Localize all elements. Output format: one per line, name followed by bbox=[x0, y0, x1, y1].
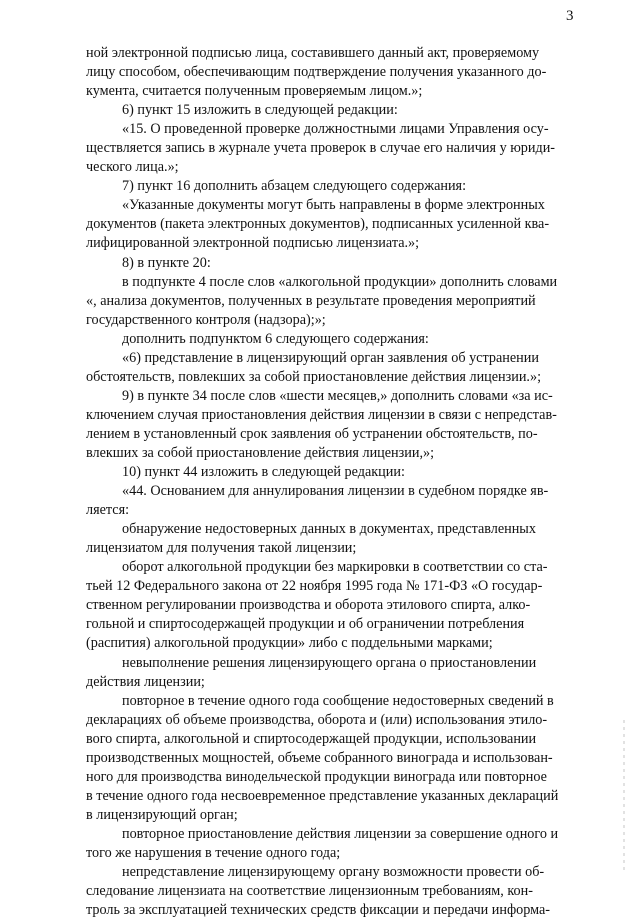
paragraph-line: влекших за собой приостановление действия лицензии,»; bbox=[86, 444, 435, 461]
paragraph bbox=[86, 387, 582, 463]
paragraph-line: ческого лица.»; bbox=[86, 159, 179, 176]
paragraph: 10) пункт 44 изложить в следующей редакции: bbox=[122, 464, 405, 481]
paragraph bbox=[86, 692, 582, 825]
paragraph: 6) пункт 15 изложить в следующей редакции: bbox=[122, 102, 398, 119]
paragraph-line: вого спирта, алкогольной и спиртосодержащей продукции, использовании bbox=[86, 730, 537, 747]
paragraph-line: производственных мощностей, объеме собранного винограда и использован- bbox=[86, 749, 553, 766]
paragraph-line: повторное в течение одного года сообщение недостоверных сведений в bbox=[122, 692, 554, 709]
paragraph-line: 9) в пункте 34 после слов «шести месяцев,» дополнить словами «за ис- bbox=[122, 387, 553, 404]
page-number: 3 bbox=[566, 8, 574, 24]
paragraph-line: ляется: bbox=[86, 502, 130, 519]
paragraph bbox=[86, 349, 582, 387]
paragraph-line: следование лицензиата на соответствие лицензионным требованиям, кон- bbox=[86, 883, 533, 900]
paragraph bbox=[86, 482, 582, 520]
paragraph-line: тьей 12 Федерального закона от 22 ноября 1995 года № 171-ФЗ «О государ- bbox=[86, 578, 543, 595]
paragraph-line: ключением случая приостановления действия лицензии в связи с непредстав- bbox=[86, 406, 557, 423]
paragraph-continuation bbox=[86, 44, 582, 101]
paragraph-line: «Указанные документы могут быть направлены в форме электронных bbox=[122, 197, 545, 214]
paragraph-line: «44. Основанием для аннулирования лицензии в судебном порядке яв- bbox=[122, 483, 549, 500]
paragraph: 8) в пункте 20: bbox=[122, 254, 211, 271]
paragraph bbox=[86, 120, 582, 177]
paragraph-line: оборот алкогольной продукции без маркировки в соответствии со ста- bbox=[122, 559, 548, 576]
scan-edge-mark bbox=[623, 720, 625, 870]
paragraph-line: в лицензирующий орган; bbox=[86, 806, 238, 823]
paragraph-line: «15. О проведенной проверке должностными лицами Управления осу- bbox=[122, 121, 549, 138]
paragraph-line: обнаружение недостоверных данных в документах, представленных bbox=[122, 521, 536, 538]
paragraph-line: лифицированной электронной подписью лицензиата.»; bbox=[86, 235, 420, 252]
paragraph-line: гольной и спиртосодержащей продукции и об ограничении потребления bbox=[86, 616, 525, 633]
paragraph-line: кумента, считается полученным проверяемым лицом.»; bbox=[86, 83, 423, 100]
paragraph-line: обстоятельств, повлекших за собой приостановление действия лицензии.»; bbox=[86, 368, 542, 385]
paragraph bbox=[86, 520, 582, 558]
paragraph-line: ного для производства винодельческой продукции винограда или повторное bbox=[86, 768, 547, 785]
paragraph-line: действия лицензии; bbox=[86, 673, 205, 690]
paragraph-line: «, анализа документов, полученных в результате проведения мероприятий bbox=[86, 292, 536, 309]
document-body bbox=[86, 44, 582, 920]
paragraph bbox=[86, 825, 582, 863]
paragraph-line: троль за эксплуатацией технических средств фиксации и передачи информа- bbox=[86, 902, 551, 919]
paragraph bbox=[86, 654, 582, 692]
paragraph-line: лением в установленный срок заявления об устранении обстоятельств, по- bbox=[86, 425, 538, 442]
paragraph-line: невыполнение решения лицензирующего органа о приостановлении bbox=[122, 654, 537, 671]
paragraph-line: декларациях об объеме производства, оборота и (или) использования этило- bbox=[86, 711, 548, 728]
paragraph-line: повторное приостановление действия лицензии за совершение одного и bbox=[122, 825, 559, 842]
paragraph-line: «6) представление в лицензирующий орган заявления об устранении bbox=[122, 349, 539, 366]
paragraph-line: в течение одного года несвоевременное представление указанных деклараций bbox=[86, 787, 559, 804]
paragraph-line: лицу способом, обеспечивающим подтверждение получения указанного до- bbox=[86, 64, 547, 81]
paragraph-line: документов (пакета электронных документов), подписанных усиленной ква- bbox=[86, 216, 550, 233]
paragraph bbox=[86, 558, 582, 653]
paragraph-line: государственного контроля (надзора);»; bbox=[86, 311, 326, 328]
paragraph-line: ственном регулировании производства и оборота этилового спирта, алко- bbox=[86, 597, 531, 614]
paragraph-line: того же нарушения в течение одного года; bbox=[86, 844, 341, 861]
paragraph-line: непредставление лицензирующему органу возможности провести об- bbox=[122, 864, 545, 881]
paragraph bbox=[86, 196, 582, 253]
paragraph: дополнить подпунктом 6 следующего содержания: bbox=[122, 330, 429, 347]
paragraph bbox=[86, 863, 582, 920]
paragraph: 7) пункт 16 дополнить абзацем следующего содержания: bbox=[122, 178, 467, 195]
paragraph-line: ной электронной подписью лица, составившего данный акт, проверяемому bbox=[86, 45, 540, 61]
paragraph-line: ществляется запись в журнале учета проверок в случае его наличия у юриди- bbox=[86, 140, 556, 157]
paragraph bbox=[86, 273, 582, 330]
paragraph-line: (распития) алкогольной продукции» либо с поддельными марками; bbox=[86, 635, 493, 652]
paragraph-line: в подпункте 4 после слов «алкогольной продукции» дополнить словами bbox=[122, 273, 558, 290]
paragraph-line: лицензиатом для получения такой лицензии; bbox=[86, 540, 357, 557]
